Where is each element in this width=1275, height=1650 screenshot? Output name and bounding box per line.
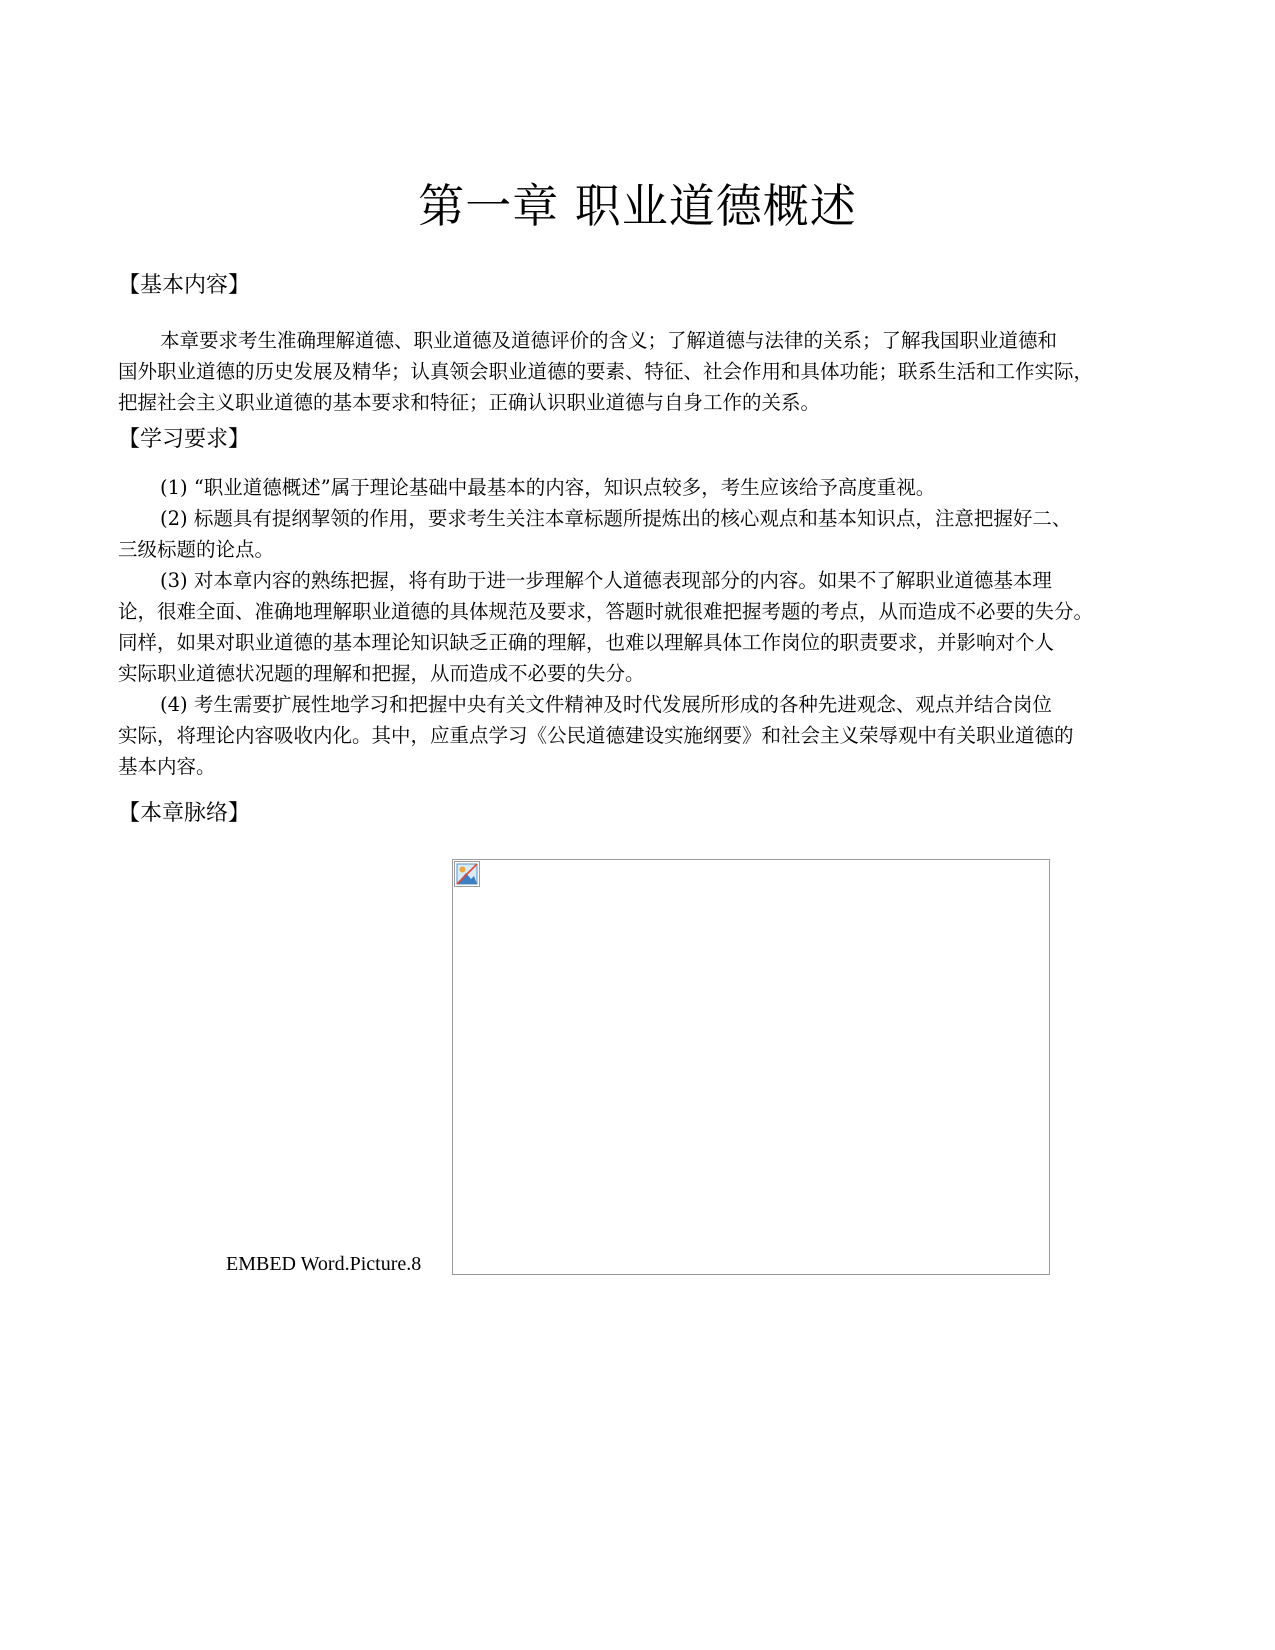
paragraph-line: 实际，将理论内容吸收内化。其中，应重点学习《公民道德建设实施纲要》和社会主义荣辱观中有关职业道德的 <box>118 724 1074 747</box>
paragraph-line: 把握社会主义职业道德的基本要求和特征；正确认识职业道德与自身工作的关系。 <box>118 391 821 414</box>
paragraph-line: (3) 对本章内容的熟练把握，将有助于进一步理解个人道德表现部分的内容。如果不了解职业道德基本理 <box>160 569 1052 592</box>
paragraph-line: 三级标题的论点。 <box>118 538 275 561</box>
paragraph-line: 实际职业道德状况题的理解和把握，从而造成不必要的失分。 <box>118 662 645 685</box>
section-heading-chapter-outline: 【本章脉络】 <box>118 801 251 826</box>
paragraph-line: 国外职业道德的历史发展及精华；认真领会职业道德的要素、特征、社会作用和具体功能；联系生活和工作实际， <box>118 360 1094 383</box>
section-heading-study-requirements: 【学习要求】 <box>118 427 251 452</box>
paragraph-line: (2) 标题具有提纲挈领的作用，要求考生关注本章标题所提炼出的核心观点和基本知识点，注意把握好二、 <box>160 507 1072 530</box>
paragraph-line: 基本内容。 <box>118 755 216 778</box>
study-requirement-item-3 <box>118 565 1158 689</box>
broken-image-icon <box>454 861 480 887</box>
paragraph-line: (4) 考生需要扩展性地学习和把握中央有关文件精神及时代发展所形成的各种先进观念、观点并结合岗位 <box>160 693 1052 716</box>
section-heading-basic-content: 【基本内容】 <box>118 273 251 298</box>
paragraph-line: 本章要求考生准确理解道德、职业道德及道德评价的含义；了解道德与法律的关系；了解我国职业道德和 <box>160 329 1058 352</box>
study-requirement-item-4 <box>118 689 1158 782</box>
chapter-title: 第一章 职业道德概述 <box>418 179 857 233</box>
basic-content-paragraph <box>118 325 1158 418</box>
study-requirement-item-2 <box>118 503 1158 565</box>
embed-field-label: EMBED Word.Picture.8 <box>226 1253 422 1275</box>
study-requirement-item-1 <box>118 472 1158 503</box>
paragraph-line: 同样，如果对职业道德的基本理论知识缺乏正确的理解，也难以理解具体工作岗位的职责要求，并影响对个人 <box>118 631 1055 654</box>
paragraph-line: (1) “职业道德概述”属于理论基础中最基本的内容，知识点较多，考生应该给予高度重视。 <box>160 476 936 499</box>
paragraph-line: 论，很难全面、准确地理解职业道德的具体规范及要求，答题时就很难把握考题的考点，从而造成不必要的失分。 <box>118 600 1094 623</box>
embedded-picture-placeholder[interactable] <box>452 859 1050 1275</box>
